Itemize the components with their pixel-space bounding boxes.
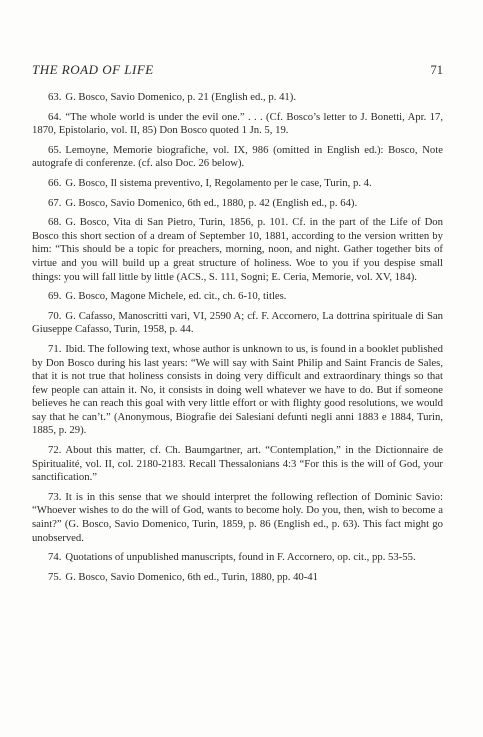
endnote-text: G. Bosco, Savio Domenico, 6th ed., 1880, p. 42 (English ed., p. 64). — [65, 196, 358, 209]
endnote — [32, 216, 443, 284]
endnote-number: 72. — [48, 444, 62, 457]
endnote-text: G. Bosco, Magone Michele, ed. cit., ch. 6-10, titles. — [65, 290, 287, 303]
endnote-number: 71. — [48, 342, 62, 355]
endnote-text: It is in this sense that we should interpret the following reflection of Dominic Savio: “Whoever wishes to do the will of God, wants to become holy. Do you, then, wish to become a saint?” (G. Bosco, Savio Domenico, Turin, 1859, p. 86 (English ed., p. 63). This fact might go unobserved. — [32, 490, 443, 544]
endnote-text: Quotations of unpublished manuscripts, found in F. Accornero, op. cit., pp. 53-55. — [65, 551, 416, 564]
endnote-text: About this matter, cf. Ch. Baumgartner, art. “Contemplation,” in the Dictionnaire de Spiritualité, vol. II, col. 2180-2183. Recall Thessalonians 4:3 “For this is the will of God, your sanctification.” — [32, 444, 443, 484]
endnote-number: 73. — [48, 490, 62, 503]
endnote — [32, 343, 443, 438]
endnote — [32, 177, 443, 191]
endnote-number: 65. — [48, 143, 62, 156]
endnote-number: 68. — [48, 216, 62, 229]
endnote-text: Lemoyne, Memorie biografiche, vol. IX, 986 (omitted in English ed.): Bosco, Note autografe di conferenze. (cf. also Doc. 26 below). — [32, 143, 443, 170]
endnote — [32, 491, 443, 545]
running-title: THE ROAD OF LIFE — [32, 62, 154, 77]
page-number: 71 — [430, 63, 443, 77]
endnote-number: 63. — [48, 91, 62, 103]
endnote-number: 70. — [48, 309, 62, 322]
endnote — [32, 111, 443, 138]
endnote — [32, 290, 443, 304]
endnote-text: G. Bosco, Vita di San Pietro, Turin, 1856, p. 101. Cf. in the part of the Life of Don Bosco this short section of a dream of September 10, 1881, according to the version written by him: “This should be a topic for preachers, morning, noon, and night. Gather together bits of virtue and you will build up a great structure of holiness. Woe to you if you despise small things: you will fall little by little (ACS., S. 111, Sogni; E. Ceria, Memorie, vol. XV, 184). — [32, 216, 443, 283]
endnote-number: 69. — [48, 290, 62, 303]
endnote — [32, 91, 443, 105]
endnote — [32, 444, 443, 485]
endnote — [32, 551, 443, 565]
endnotes-list — [32, 91, 443, 584]
endnote — [32, 144, 443, 171]
endnote-number: 66. — [48, 176, 62, 189]
endnote-number: 67. — [48, 196, 62, 209]
page-header — [32, 62, 443, 84]
endnote-number: 64. — [48, 110, 62, 123]
endnote — [32, 310, 443, 337]
endnote-text: G. Bosco, Savio Domenico, p. 21 (English ed., p. 41). — [65, 91, 297, 103]
endnote — [32, 197, 443, 211]
endnote-text: G. Cafasso, Manoscritti vari, VI, 2590 A; cf. F. Accornero, La dottrina spirituale di San Giuseppe Cafasso, Turin, 1958, p. 44. — [32, 309, 443, 336]
endnote-text: G. Bosco, Il sistema preventivo, I, Regolamento per le case, Turin, p. 4. — [65, 176, 372, 189]
endnote-text: G. Bosco, Savio Domenico, 6th ed., Turin, 1880, pp. 40-41 — [65, 570, 318, 583]
endnote-number: 74. — [48, 551, 62, 564]
endnote — [32, 571, 443, 585]
endnote-text: “The whole world is under the evil one.” . . . (Cf. Bosco’s letter to J. Bonetti, Apr. 17, 1870, Epistolario, vol. II, 85) Don Bosco quoted 1 Jn. 5, 19. — [32, 110, 443, 137]
endnote-text: Ibid. The following text, whose author is unknown to us, is found in a booklet published by Don Bosco during his last years: “We will say with Saint Philip and Saint Francis de Sales, that it is not true that holiness consists in doing very difficult and extraordinary things so that few people can attain it. No, it consists in doing well whatever we have to do. But if someone believes he can reach this goal with very little effort or with flighty good resolutions, we would say that he can’t.” (Anonymous, Biografie dei Salesiani defunti negli anni 1883 e 1884, Turin, 1885, p. 29). — [32, 342, 443, 437]
endnote-number: 75. — [48, 570, 62, 583]
